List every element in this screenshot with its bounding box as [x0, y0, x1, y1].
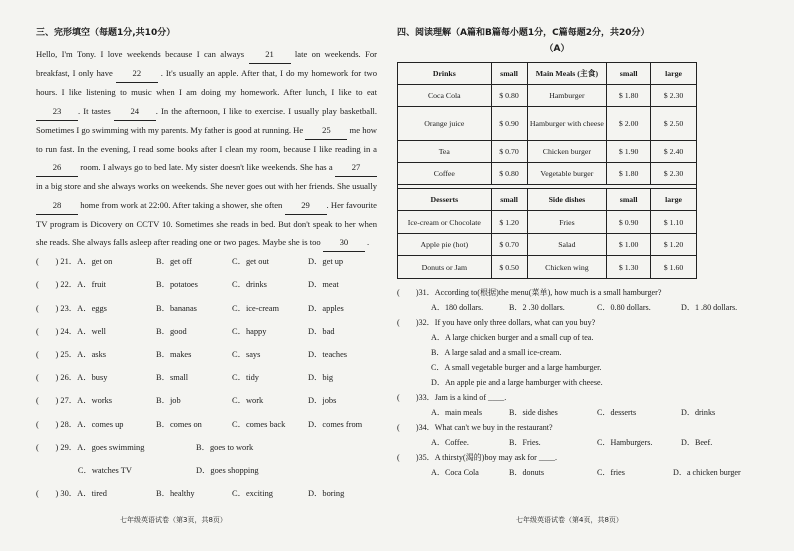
table-cell: $ 0.80 [491, 163, 527, 185]
cloze-question-row [36, 255, 377, 278]
table-header-cell: Desserts [398, 189, 492, 211]
cloze-passage [36, 45, 377, 252]
answer-option: C．drinks [232, 280, 267, 290]
answer-option: D．a chicken burger [673, 468, 741, 477]
passage-text: room. I always go to bed late. My sister doesn't like weekends. She has a [78, 162, 335, 173]
passage-text: me how to run fast. In the evening, I read some books after I clean my room, because I like reading in a [36, 124, 377, 155]
answer-option: D．boring [308, 489, 345, 499]
table-cell: $ 0.70 [491, 234, 527, 256]
cloze-question-row [36, 394, 377, 417]
table-gap-row [397, 176, 697, 188]
passage-text: home from work at 22:00. After taking a shower, she often [78, 199, 285, 210]
table-header-cell: small [607, 189, 651, 211]
answer-option: B．bananas [156, 303, 197, 313]
cloze-question-row [36, 487, 377, 510]
table-cell: Donuts or Jam [398, 256, 492, 279]
answer-option: B．job [156, 396, 181, 406]
table-cell: Hamburger with cheese [527, 107, 607, 141]
cloze-question-row [36, 302, 377, 325]
blank-25: 25 [305, 121, 347, 140]
answer-option: A．A large chicken burger and a small cup of tea. [431, 333, 594, 342]
blank-23: 23 [36, 102, 78, 121]
blank-30: 30 [323, 233, 365, 252]
passage-text: in a big store and she always works on weekends. She never goes out with her friends. She usually [36, 181, 377, 192]
question-31: ( )31．According to(根据)the menu(菜单), how much is a small hamburger? [397, 288, 662, 297]
question-stem: ( ) 24．A．well [36, 326, 107, 336]
answer-option: C．work [232, 396, 264, 406]
answer-option: D．apples [308, 303, 344, 313]
answer-option: B．small [156, 373, 189, 383]
answer-option: D．big [308, 373, 334, 383]
table-cell: $ 0.90 [607, 211, 651, 234]
question-stem: ( ) 30．A．tired [36, 489, 107, 499]
table-cell: $ 1.60 [651, 256, 697, 279]
left-page-footer: 七年级英语试卷（第3页，共8页） [120, 516, 227, 524]
answer-option: C．comes back [232, 419, 286, 429]
question-32: ( )32．If you have only three dollars, what can you buy? [397, 318, 596, 327]
answer-option: B．A large salad and a small ice-cream. [431, 348, 562, 357]
cloze-question-row [36, 464, 377, 487]
table-cell: $ 1.30 [607, 256, 651, 279]
answer-option: C．tidy [232, 373, 259, 383]
table-cell: $ 1.80 [607, 163, 651, 185]
cloze-question-row [36, 441, 377, 464]
answer-option: B．2 .30 dollars. [509, 303, 565, 312]
passage-text: Hello, I'm Tony. I love weekends because I can always [36, 49, 249, 59]
answer-option: B．makes [156, 349, 192, 359]
answer-option: D．comes from [308, 419, 363, 429]
answer-option: B．donuts [509, 468, 545, 477]
menu-table-desserts-sides [397, 188, 697, 279]
right-page-footer: 七年级英语试卷（第4页，共8页） [516, 516, 623, 524]
blank-21: 21 [249, 45, 291, 64]
reading-questions [397, 287, 777, 482]
table-cell: $ 2.50 [651, 107, 697, 141]
answer-option: C．exciting [232, 489, 273, 499]
table-cell: Orange juice [398, 107, 492, 141]
cloze-question-row [36, 418, 377, 441]
table-cell: Tea [398, 141, 492, 163]
passage-text: . It's usually an apple. After that, I do my homework for two hours. I like listening to music when I am doing my homework. After lunch, I like to eat [36, 68, 377, 98]
section-title-cloze: 三、完形填空（每题1分,共10分） [36, 28, 176, 38]
passage-text: . It tastes [78, 105, 114, 116]
section-title-reading: 四、阅读理解（A篇和B篇每小题1分，C篇每题2分，共20分） [397, 28, 650, 38]
table-cell: Hamburger [527, 85, 607, 107]
table-cell: Vegetable burger [527, 163, 607, 185]
table-cell: $ 1.10 [651, 211, 697, 234]
answer-option: D．Beef. [681, 438, 713, 447]
table-header-cell: small [607, 63, 651, 85]
table-header-cell: large [651, 63, 697, 85]
table-cell: $ 2.30 [651, 85, 697, 107]
cloze-question-row [36, 371, 377, 394]
passage-text: late on weekends. For breakfast, I only have [36, 49, 378, 79]
answer-option: A．Coca Cola [431, 468, 479, 477]
table-row [398, 256, 697, 279]
answer-option: B．good [156, 326, 187, 336]
answer-option: B．potatoes [156, 280, 198, 290]
question-stem: C．watches TV [36, 465, 132, 475]
answer-option: D．get up [308, 257, 344, 267]
answer-option: C．desserts [597, 408, 637, 417]
cloze-question-row [36, 325, 377, 348]
question-stem: ( ) 22．A．fruit [36, 280, 107, 290]
question-stem: ( ) 23．A．eggs [36, 303, 107, 313]
answer-option: D．An apple pie and a large hamburger with cheese. [431, 378, 603, 387]
question-35: ( )35．A thirsty(渴的)boy may ask for ____. [397, 453, 558, 462]
table-header-cell: large [651, 189, 697, 211]
cloze-question-row [36, 348, 377, 371]
answer-option: D．jobs [308, 396, 337, 406]
answer-option: A．main meals [431, 408, 483, 417]
answer-option: A．180 dollars. [431, 303, 484, 312]
blank-24: 24 [114, 102, 156, 121]
table-cell: $ 0.90 [491, 107, 527, 141]
answer-option: B．side dishes [509, 408, 558, 417]
question-stem: ( ) 27．A．works [36, 396, 113, 406]
question-stem: ( ) 28．A．comes up [36, 419, 124, 429]
table-cell: Chicken burger [527, 141, 607, 163]
answer-option: B．Fries. [509, 438, 541, 447]
menu-table-drinks-meals [397, 62, 697, 185]
question-stem: ( ) 29．A．goes swimming [36, 442, 145, 452]
blank-28: 28 [36, 196, 78, 215]
table-header-cell: small [491, 189, 527, 211]
answer-option: B．goes to work [196, 442, 254, 452]
answer-option: D．goes shopping [196, 465, 259, 475]
table-cell: $ 0.70 [491, 141, 527, 163]
answer-option: C．ice-cream [232, 303, 279, 313]
answer-option: D．teaches [308, 349, 348, 359]
table-header-cell: Main Meals (主食) [527, 63, 607, 85]
answer-option: B．get off [156, 257, 192, 267]
table-cell: $ 0.50 [491, 256, 527, 279]
answer-option: D．meat [308, 280, 339, 290]
answer-option: C．A small vegetable burger and a large hamburger. [431, 363, 602, 372]
passage-text: . [364, 237, 370, 248]
table-cell: $ 1.20 [651, 234, 697, 256]
table-row [398, 141, 697, 163]
table-cell: Fries [527, 211, 607, 234]
passage-text: . Her favourite TV program is Dicovery on CCTV 10. Sometimes she reads in bed. But don't speak to her when she reads. She always falls asleep after reading one or two pages. Maybe she is too [36, 199, 377, 248]
table-cell: $ 1.80 [607, 85, 651, 107]
table-cell: Salad [527, 234, 607, 256]
blank-27: 27 [335, 158, 377, 177]
answer-option: B．comes on [156, 419, 202, 429]
answer-option: D．1 .80 dollars. [681, 303, 738, 312]
table-cell: $ 1.00 [607, 234, 651, 256]
answer-option: C．happy [232, 326, 267, 336]
table-cell: Chicken wing [527, 256, 607, 279]
answer-option: C．fries [597, 468, 625, 477]
table-header-cell: Side dishes [527, 189, 607, 211]
table-cell: $ 0.80 [491, 85, 527, 107]
question-34: ( )34．What can't we buy in the restaurant? [397, 423, 553, 432]
table-row [398, 211, 697, 234]
answer-option: C．says [232, 349, 261, 359]
blank-26: 26 [36, 158, 78, 177]
answer-option: B．healthy [156, 489, 195, 499]
question-stem: ( ) 25．A．asks [36, 349, 107, 359]
answer-option: C．Hamburgers. [597, 438, 653, 447]
table-cell: Coca Cola [398, 85, 492, 107]
blank-22: 22 [116, 64, 158, 83]
answer-option: C．0.80 dollars. [597, 303, 651, 312]
table-header-cell: small [491, 63, 527, 85]
cloze-question-row [36, 278, 377, 301]
answer-option: D．bad [308, 326, 335, 336]
table-row [398, 85, 697, 107]
question-33: ( )33．Jam is a kind of ____. [397, 393, 507, 402]
table-cell: Apple pie (hot) [398, 234, 492, 256]
table-cell: Ice-cream or Chocolate [398, 211, 492, 234]
table-row [398, 234, 697, 256]
answer-option: C．get out [232, 257, 269, 267]
table-header-cell: Drinks [398, 63, 492, 85]
answer-option: D．drinks [681, 408, 716, 417]
blank-29: 29 [285, 196, 327, 215]
table-row [398, 107, 697, 141]
table-cell: Coffee [398, 163, 492, 185]
answer-option: A．Coffee. [431, 438, 469, 447]
table-cell: $ 2.30 [651, 163, 697, 185]
question-stem: ( ) 26．A．busy [36, 373, 108, 383]
table-cell: $ 2.40 [651, 141, 697, 163]
right-page [397, 0, 794, 551]
passage-text: . In the afternoon, I like to exercise. I usually play basketball. Sometimes I go swimming with my parents. My father is good at running. He [36, 105, 377, 135]
cloze-questions [36, 255, 377, 510]
question-stem: ( ) 21．A．get on [36, 257, 113, 267]
table-cell: $ 1.20 [491, 211, 527, 234]
passage-a-title: （A） [544, 44, 570, 54]
table-cell: $ 1.90 [607, 141, 651, 163]
table-cell: $ 2.00 [607, 107, 651, 141]
